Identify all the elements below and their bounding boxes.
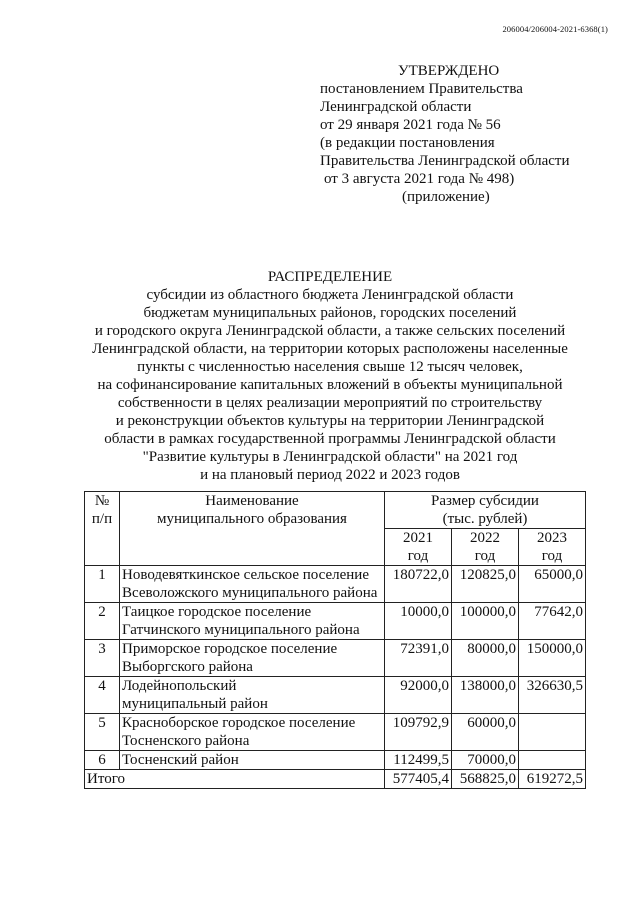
row-number: 4	[85, 677, 120, 714]
approval-block	[320, 62, 600, 206]
approval-line: постановлением Правительства	[320, 81, 523, 97]
title-line: и городского округа Ленинградской области, а также сельских поселений	[94, 323, 566, 339]
total-value-2022: 568825,0	[452, 770, 519, 789]
row-number: 6	[85, 751, 120, 770]
row-number: 5	[85, 714, 120, 751]
title-line: "Развитие культуры в Ленинградской области" на 2021 год	[142, 449, 518, 465]
row-number: 2	[85, 603, 120, 640]
title-line: и реконструкции объектов культуры на территории Ленинградской	[115, 413, 545, 429]
header-year-2021: 2021 год	[385, 529, 452, 566]
row-municipality: Приморское городское поселение Выборгского района	[120, 640, 385, 677]
subsidy-table	[84, 491, 586, 789]
row-value-2023: 77642,0	[519, 603, 586, 640]
title-line: Ленинградской области, на территории которых расположены населенные	[92, 341, 568, 357]
row-value-2022: 70000,0	[452, 751, 519, 770]
title-line: пункты с численностью населения свыше 12 тысяч человек,	[137, 359, 523, 375]
approval-line: (приложение)	[402, 189, 490, 205]
row-value-2022: 138000,0	[452, 677, 519, 714]
approval-line: Ленинградской области	[320, 99, 472, 115]
approval-heading: УТВЕРЖДЕНО	[398, 63, 500, 79]
table-row	[85, 677, 586, 714]
table-row	[85, 714, 586, 751]
table-header-row	[85, 492, 586, 529]
total-label: Итого	[85, 770, 385, 789]
row-value-2023: 150000,0	[519, 640, 586, 677]
row-value-2023	[519, 751, 586, 770]
row-value-2023: 65000,0	[519, 566, 586, 603]
approval-line: (в редакции постановления	[320, 135, 495, 151]
row-municipality: Лодейнопольский муниципальный район	[120, 677, 385, 714]
title-line: собственности в целях реализации мероприятий по строительству	[117, 395, 543, 411]
document-title-block	[40, 268, 620, 484]
row-value-2023: 326630,5	[519, 677, 586, 714]
title-line: бюджетам муниципальных районов, городских поселений	[143, 305, 517, 321]
title-line: на софинансирование капитальных вложений в объекты муниципальной	[97, 377, 563, 393]
header-number: № п/п	[85, 492, 120, 566]
title-line: области в рамках государственной программы Ленинградской области	[104, 431, 556, 447]
row-value-2021: 72391,0	[385, 640, 452, 677]
row-value-2021: 109792,9	[385, 714, 452, 751]
row-value-2021: 180722,0	[385, 566, 452, 603]
header-year-2023: 2023 год	[519, 529, 586, 566]
row-value-2021: 92000,0	[385, 677, 452, 714]
table-total-row	[85, 770, 586, 789]
row-municipality: Таицкое городское поселение Гатчинского муниципального района	[120, 603, 385, 640]
approval-line: от 29 января 2021 года № 56	[320, 117, 501, 133]
row-value-2022: 100000,0	[452, 603, 519, 640]
row-municipality: Новодевяткинское сельское поселение Всеволожского муниципального района	[120, 566, 385, 603]
row-value-2021: 10000,0	[385, 603, 452, 640]
header-subsidy-size: Размер субсидии (тыс. рублей)	[385, 492, 586, 529]
row-municipality: Красноборское городское поселение Тосненского района	[120, 714, 385, 751]
row-number: 1	[85, 566, 120, 603]
header-municipality: Наименование муниципального образования	[120, 492, 385, 566]
row-municipality: Тосненский район	[120, 751, 385, 770]
row-value-2023	[519, 714, 586, 751]
approval-line: от 3 августа 2021 года № 498)	[324, 171, 515, 187]
row-value-2022: 120825,0	[452, 566, 519, 603]
document-title: РАСПРЕДЕЛЕНИЕ	[267, 269, 393, 285]
row-number: 3	[85, 640, 120, 677]
row-value-2021: 112499,5	[385, 751, 452, 770]
table-row	[85, 566, 586, 603]
header-year-2022: 2022 год	[452, 529, 519, 566]
row-value-2022: 80000,0	[452, 640, 519, 677]
table-row	[85, 603, 586, 640]
title-line: субсидии из областного бюджета Ленинградской области	[146, 287, 514, 303]
approval-line: Правительства Ленинградской области	[320, 153, 570, 169]
table-row	[85, 640, 586, 677]
table-row	[85, 751, 586, 770]
total-value-2023: 619272,5	[519, 770, 586, 789]
total-value-2021: 577405,4	[385, 770, 452, 789]
document-id: 206004/206004-2021-6368(1)	[502, 24, 608, 34]
row-value-2022: 60000,0	[452, 714, 519, 751]
title-line: и на плановый период 2022 и 2023 годов	[200, 467, 460, 483]
